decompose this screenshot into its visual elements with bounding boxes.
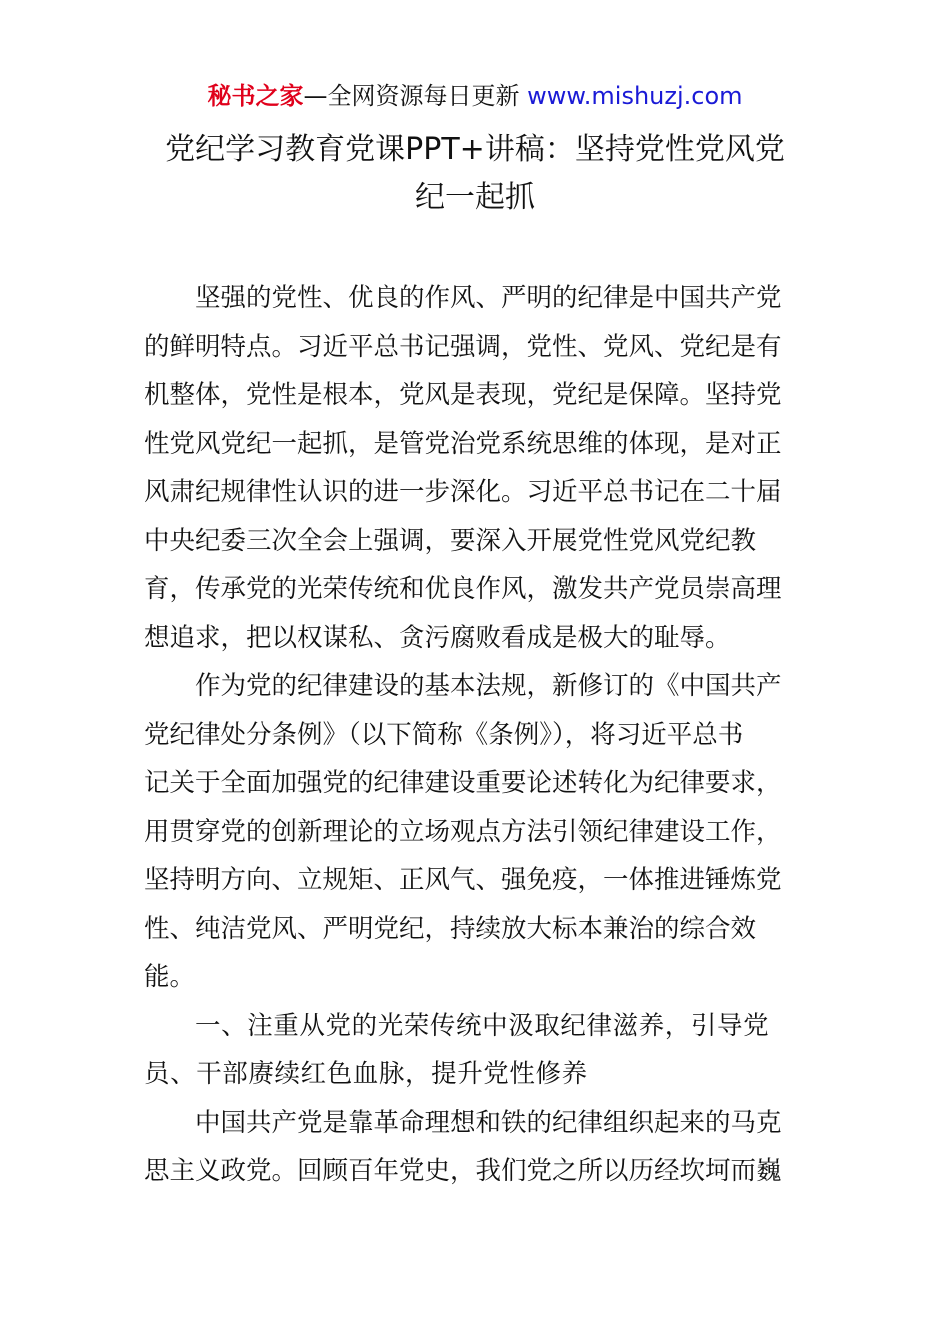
site-url-link[interactable]: www.mishuzj.com bbox=[527, 82, 743, 110]
site-header bbox=[0, 78, 950, 114]
paragraph-line: 记关于全面加强党的纪律建设重要论述转化为纪律要求， bbox=[144, 768, 782, 798]
paragraph-line: 能。 bbox=[144, 962, 196, 992]
paragraph-line: 风肃纪规律性认识的进一步深化。习近平总书记在二十届 bbox=[144, 477, 782, 507]
document-body bbox=[144, 274, 814, 1196]
paragraph-line: 坚持明方向、立规矩、正风气、强免疫，一体推进锤炼党 bbox=[144, 865, 782, 895]
paragraph-line: 机整体，党性是根本，党风是表现，党纪是保障。坚持党 bbox=[144, 380, 782, 410]
document-title-line-1: 党纪学习教育党课PPT+讲稿：坚持党性党风党 bbox=[165, 132, 785, 167]
paragraph-line: 性党风党纪一起抓，是管党治党系统思维的体现，是对正 bbox=[144, 428, 782, 459]
paragraph-line: 坚强的党性、优良的作风、严明的纪律是中国共产党 bbox=[195, 283, 782, 313]
document-title bbox=[120, 126, 830, 222]
paragraph-2 bbox=[144, 662, 814, 1002]
section-heading-line: 员、干部赓续红色血脉，提升党性修养 bbox=[144, 1059, 588, 1089]
paragraph-line: 性、纯洁党风、严明党纪，持续放大标本兼治的综合效 bbox=[144, 913, 757, 944]
paragraph-line: 育，传承党的光荣传统和优良作风，激发共产党员崇高理 bbox=[144, 574, 782, 604]
document-title-line-2: 纪一起抓 bbox=[415, 180, 535, 215]
paragraph-line: 想追求，把以权谋私、贪污腐败看成是极大的耻辱。 bbox=[144, 622, 731, 653]
paragraph-line: 中央纪委三次全会上强调，要深入开展党性党风党纪教 bbox=[144, 525, 757, 556]
paragraph-3 bbox=[144, 1099, 814, 1196]
section-heading-line: 一、注重从党的光荣传统中汲取纪律滋养，引导党 bbox=[195, 1010, 770, 1041]
paragraph-line: 的鲜明特点。习近平总书记强调，党性、党风、党纪是有 bbox=[144, 331, 782, 362]
section-heading-1 bbox=[144, 1002, 814, 1099]
paragraph-1 bbox=[144, 274, 814, 662]
site-tagline: —全网资源每日更新 bbox=[303, 82, 520, 110]
paragraph-line: 中国共产党是靠革命理想和铁的纪律组织起来的马克 bbox=[195, 1107, 782, 1138]
paragraph-line: 党纪律处分条例》（以下简称《条例》），将习近平总书 bbox=[144, 719, 744, 750]
site-brand: 秘书之家 bbox=[207, 82, 304, 110]
paragraph-line: 作为党的纪律建设的基本法规，新修订的《中国共产 bbox=[195, 671, 782, 701]
paragraph-line: 思主义政党。回顾百年党史，我们党之所以历经坎坷而巍 bbox=[144, 1156, 782, 1186]
paragraph-line: 用贯穿党的创新理论的立场观点方法引领纪律建设工作， bbox=[144, 816, 782, 847]
